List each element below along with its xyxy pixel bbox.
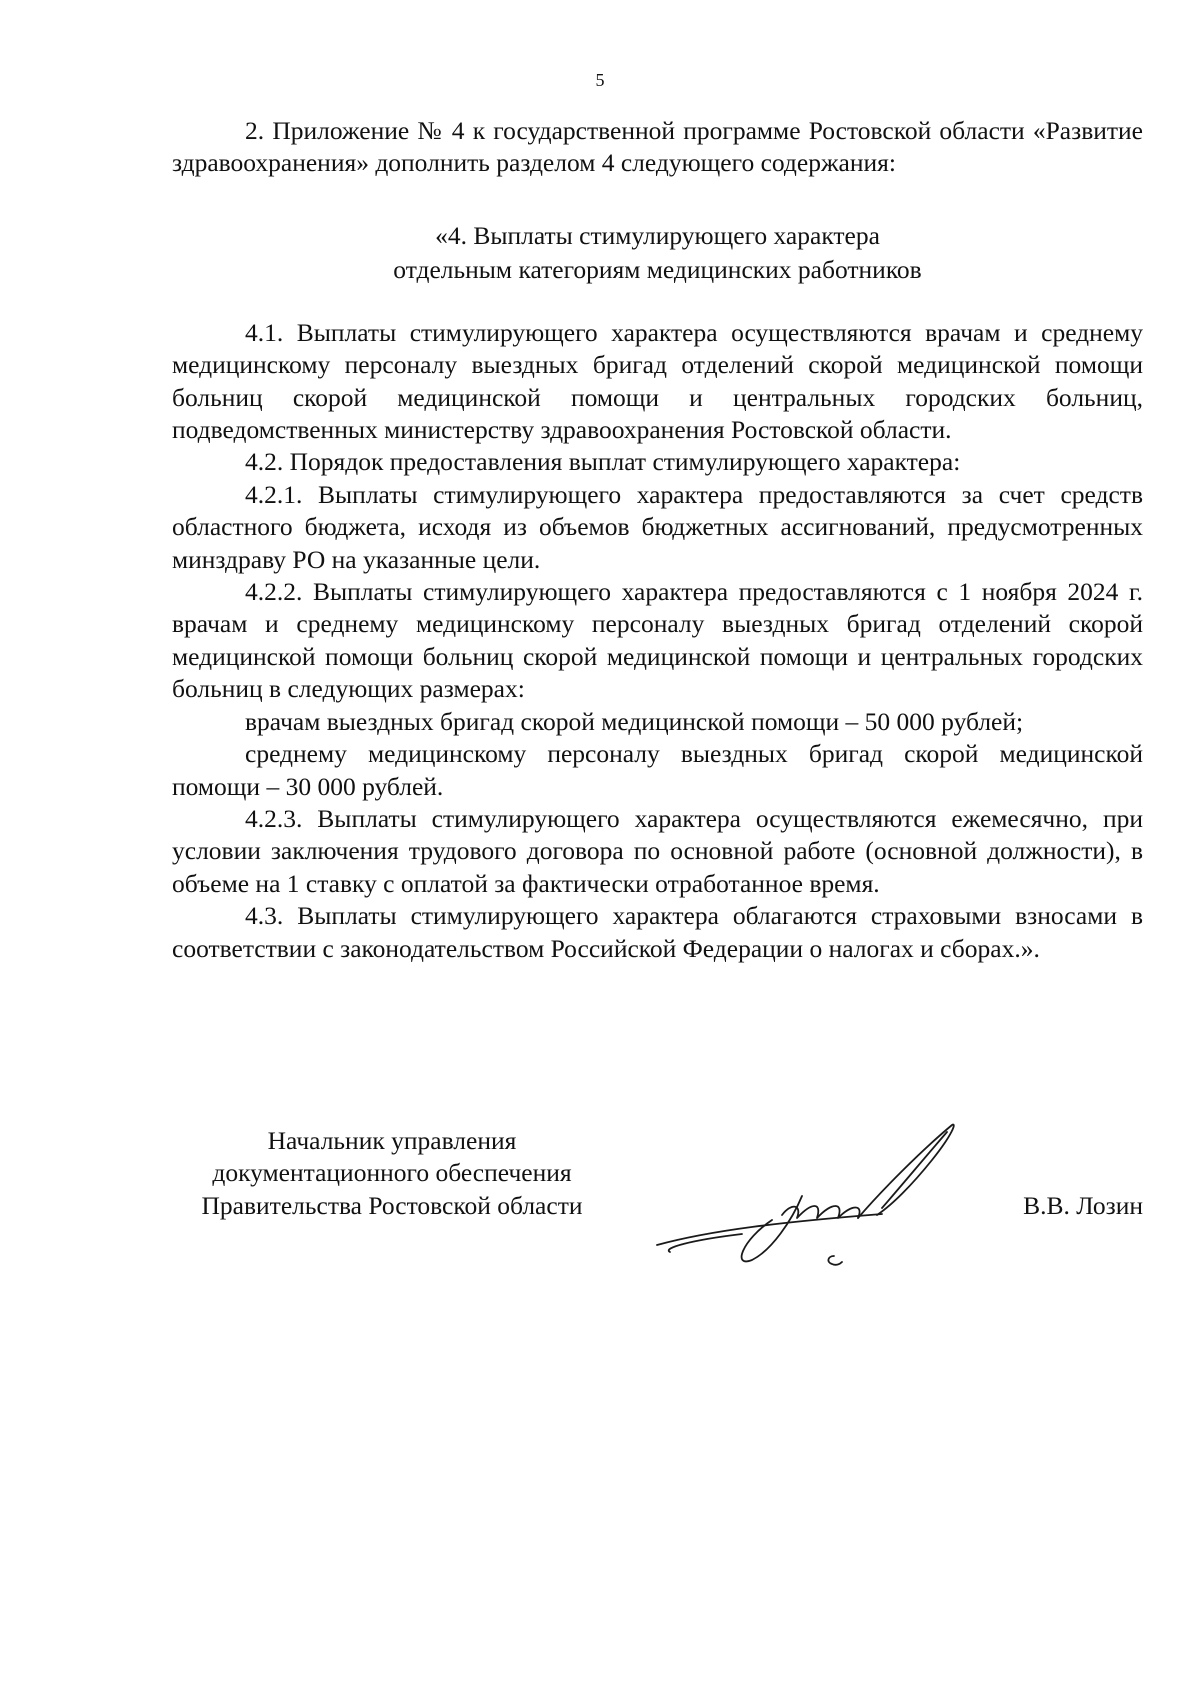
section-heading-line-2: отдельным категориям медицинских работников (393, 254, 922, 284)
signer-title-line-1: Начальник управления (267, 1126, 517, 1155)
intro-paragraph: 2. Приложение № 4 к государственной программе Ростовской области «Развитие здравоохранения» дополнить разделом 4 следующего содержания: (172, 116, 1143, 178)
payment-doctors: врачам выездных бригад скорой медицинской помощи – 50 000 рублей; (245, 706, 1024, 736)
paragraph-4-2-2: 4.2.2. Выплаты стимулирующего характера предоставляются с 1 ноября 2024 г. врачам и среднему медицинскому персоналу выездных бригад отделений скорой медицинской помощи больниц скорой медицинской помощи и центральных городских больниц в следующих размерах: (172, 577, 1143, 704)
paragraph-4-2-3: 4.2.3. Выплаты стимулирующего характера осуществляются ежемесячно, при условии заключения трудового договора по основной работе (основной должности), в объеме на 1 ставку с оплатой за фактически отработанное время. (172, 803, 1143, 898)
signer-title-line-3: Правительства Ростовской области (201, 1190, 583, 1220)
signature-block (172, 1125, 1143, 1265)
section-heading-line-1: «4. Выплаты стимулирующего характера (435, 220, 880, 250)
paragraph-4-1: 4.1. Выплаты стимулирующего характера осуществляются врачам и среднему медицинскому персоналу выездных бригад отделений скорой медицинской помощи больниц скорой медицинской помощи и центральных городских больниц, подведомственных министерству здравоохранения Ростовской области. (172, 317, 1143, 445)
document-body (172, 115, 1143, 965)
paragraph-4-3: 4.3. Выплаты стимулирующего характера облагаются страховыми взносами в соответствии с законодательством Российской Федерации о налогах и сборах.». (172, 901, 1143, 963)
section-heading (172, 219, 1143, 287)
payment-medical-staff: среднему медицинскому персоналу выездных бригад скорой медицинской помощи – 30 000 рублей. (172, 739, 1143, 801)
signer-name: В.В. Лозин (1023, 1191, 1143, 1220)
page-number: 5 (595, 70, 605, 90)
paragraph-4-2-1: 4.2.1. Выплаты стимулирующего характера предоставляются за счет средств областного бюджета, исходя из объемов бюджетных ассигнований, предусмотренных минздраву РО на указанные цели. (172, 479, 1143, 574)
paragraph-4-2: 4.2. Порядок предоставления выплат стимулирующего характера: (245, 447, 961, 477)
handwritten-signature (652, 1110, 992, 1270)
signer-title-line-2: документационного обеспечения (212, 1158, 572, 1188)
signer-title (172, 1125, 612, 1222)
